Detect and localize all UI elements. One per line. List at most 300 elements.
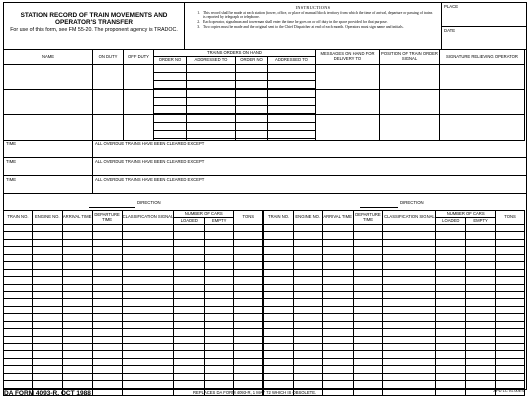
log-cell[interactable] (32, 336, 62, 343)
log-cell[interactable] (383, 247, 436, 254)
log-cell[interactable] (383, 344, 436, 351)
log-cell[interactable] (293, 314, 322, 321)
log-cell[interactable] (205, 284, 234, 291)
log-cell[interactable] (383, 388, 436, 395)
log-cell[interactable] (436, 358, 466, 365)
log-cell[interactable] (62, 277, 92, 284)
log-cell[interactable] (205, 351, 234, 358)
log-cell[interactable] (383, 358, 436, 365)
log-cell[interactable] (62, 321, 92, 328)
log-cell[interactable] (322, 351, 353, 358)
log-cell[interactable] (353, 284, 383, 291)
log-cell[interactable] (436, 336, 466, 343)
log-cell[interactable] (62, 344, 92, 351)
log-cell[interactable] (174, 269, 205, 276)
log-cell[interactable] (353, 239, 383, 246)
log-cell[interactable] (436, 388, 466, 395)
log-cell[interactable] (466, 232, 496, 239)
log-cell[interactable] (263, 358, 293, 365)
transfer-cell[interactable] (4, 90, 93, 115)
log-cell[interactable] (174, 232, 205, 239)
log-cell[interactable] (466, 358, 496, 365)
log-cell[interactable] (466, 299, 496, 306)
log-cell[interactable] (466, 366, 496, 373)
log-cell[interactable] (234, 291, 264, 298)
log-cell[interactable] (122, 239, 174, 246)
log-cell[interactable] (263, 373, 293, 380)
transfer-cell[interactable] (440, 115, 525, 141)
log-cell[interactable] (4, 277, 33, 284)
log-cell[interactable] (496, 239, 525, 246)
transfer-cell[interactable] (154, 65, 187, 90)
log-cell[interactable] (4, 381, 33, 388)
transfer-cell[interactable] (236, 65, 268, 90)
log-cell[interactable] (383, 262, 436, 269)
log-cell[interactable] (383, 306, 436, 313)
log-cell[interactable] (436, 344, 466, 351)
log-cell[interactable] (322, 388, 353, 395)
log-cell[interactable] (234, 277, 264, 284)
time-row[interactable] (4, 158, 526, 176)
log-cell[interactable] (322, 232, 353, 239)
log-cell[interactable] (234, 314, 264, 321)
log-cell[interactable] (174, 306, 205, 313)
log-cell[interactable] (62, 351, 92, 358)
log-cell[interactable] (263, 284, 293, 291)
log-cell[interactable] (92, 262, 122, 269)
log-cell[interactable] (234, 344, 264, 351)
log-cell[interactable] (122, 358, 174, 365)
log-cell[interactable] (92, 225, 122, 232)
log-cell[interactable] (4, 336, 33, 343)
log-cell[interactable] (174, 358, 205, 365)
log-cell[interactable] (436, 329, 466, 336)
transfer-cell[interactable] (236, 90, 268, 115)
log-cell[interactable] (234, 306, 264, 313)
log-cell[interactable] (496, 373, 525, 380)
log-cell[interactable] (92, 381, 122, 388)
log-cell[interactable] (353, 358, 383, 365)
log-cell[interactable] (122, 351, 174, 358)
log-cell[interactable] (263, 381, 293, 388)
log-cell[interactable] (263, 239, 293, 246)
log-cell[interactable] (322, 306, 353, 313)
log-cell[interactable] (263, 247, 293, 254)
log-cell[interactable] (32, 358, 62, 365)
log-cell[interactable] (293, 366, 322, 373)
log-cell[interactable] (353, 299, 383, 306)
log-cell[interactable] (353, 314, 383, 321)
log-cell[interactable] (122, 344, 174, 351)
log-cell[interactable] (174, 321, 205, 328)
log-cell[interactable] (92, 254, 122, 261)
transfer-cell[interactable] (93, 65, 124, 90)
transfer-cell[interactable] (154, 90, 187, 115)
transfer-cell[interactable] (316, 90, 380, 115)
log-cell[interactable] (466, 269, 496, 276)
log-cell[interactable] (92, 284, 122, 291)
log-cell[interactable] (322, 336, 353, 343)
log-cell[interactable] (62, 284, 92, 291)
log-cell[interactable] (32, 291, 62, 298)
date-field[interactable] (442, 27, 526, 50)
log-cell[interactable] (205, 306, 234, 313)
log-cell[interactable] (32, 299, 62, 306)
log-cell[interactable] (436, 314, 466, 321)
log-cell[interactable] (205, 329, 234, 336)
log-cell[interactable] (174, 277, 205, 284)
log-cell[interactable] (383, 269, 436, 276)
log-cell[interactable] (353, 232, 383, 239)
log-cell[interactable] (205, 291, 234, 298)
log-cell[interactable] (466, 344, 496, 351)
log-cell[interactable] (466, 225, 496, 232)
log-cell[interactable] (322, 239, 353, 246)
log-cell[interactable] (293, 247, 322, 254)
transfer-cell[interactable] (124, 90, 154, 115)
log-cell[interactable] (436, 291, 466, 298)
log-cell[interactable] (353, 247, 383, 254)
log-cell[interactable] (122, 247, 174, 254)
log-cell[interactable] (62, 373, 92, 380)
log-cell[interactable] (436, 254, 466, 261)
log-cell[interactable] (205, 225, 234, 232)
log-cell[interactable] (234, 232, 264, 239)
log-cell[interactable] (496, 262, 525, 269)
log-cell[interactable] (293, 351, 322, 358)
log-cell[interactable] (496, 284, 525, 291)
log-cell[interactable] (263, 344, 293, 351)
log-cell[interactable] (466, 351, 496, 358)
log-cell[interactable] (122, 291, 174, 298)
log-cell[interactable] (205, 299, 234, 306)
log-cell[interactable] (293, 284, 322, 291)
log-cell[interactable] (62, 291, 92, 298)
log-cell[interactable] (466, 262, 496, 269)
log-cell[interactable] (293, 329, 322, 336)
log-cell[interactable] (466, 388, 496, 395)
log-cell[interactable] (205, 254, 234, 261)
log-cell[interactable] (496, 232, 525, 239)
log-cell[interactable] (32, 329, 62, 336)
log-cell[interactable] (263, 329, 293, 336)
log-cell[interactable] (32, 284, 62, 291)
log-cell[interactable] (4, 306, 33, 313)
log-cell[interactable] (496, 225, 525, 232)
log-cell[interactable] (122, 306, 174, 313)
log-cell[interactable] (174, 262, 205, 269)
transfer-cell[interactable] (440, 90, 525, 115)
log-cell[interactable] (4, 344, 33, 351)
log-cell[interactable] (466, 336, 496, 343)
log-cell[interactable] (496, 247, 525, 254)
log-cell[interactable] (293, 239, 322, 246)
log-cell[interactable] (353, 366, 383, 373)
log-cell[interactable] (32, 254, 62, 261)
log-cell[interactable] (174, 247, 205, 254)
log-cell[interactable] (62, 358, 92, 365)
log-cell[interactable] (496, 351, 525, 358)
log-cell[interactable] (293, 254, 322, 261)
log-cell[interactable] (496, 269, 525, 276)
log-cell[interactable] (174, 373, 205, 380)
log-cell[interactable] (205, 366, 234, 373)
log-cell[interactable] (436, 366, 466, 373)
log-cell[interactable] (322, 381, 353, 388)
log-cell[interactable] (174, 239, 205, 246)
log-cell[interactable] (383, 291, 436, 298)
transfer-cell[interactable] (236, 115, 268, 141)
log-cell[interactable] (383, 254, 436, 261)
log-cell[interactable] (496, 344, 525, 351)
log-cell[interactable] (322, 262, 353, 269)
log-cell[interactable] (322, 247, 353, 254)
log-cell[interactable] (436, 239, 466, 246)
log-cell[interactable] (122, 388, 174, 395)
log-cell[interactable] (322, 321, 353, 328)
log-cell[interactable] (293, 336, 322, 343)
log-cell[interactable] (122, 225, 174, 232)
log-cell[interactable] (436, 277, 466, 284)
time-row[interactable] (4, 140, 526, 158)
log-cell[interactable] (496, 299, 525, 306)
time-row[interactable] (4, 176, 526, 194)
log-cell[interactable] (92, 314, 122, 321)
log-cell[interactable] (4, 232, 33, 239)
log-cell[interactable] (436, 284, 466, 291)
log-cell[interactable] (32, 306, 62, 313)
transfer-cell[interactable] (124, 115, 154, 141)
log-cell[interactable] (122, 321, 174, 328)
log-cell[interactable] (234, 381, 264, 388)
log-cell[interactable] (436, 351, 466, 358)
log-cell[interactable] (234, 373, 264, 380)
transfer-cell[interactable] (268, 90, 316, 115)
log-cell[interactable] (293, 277, 322, 284)
log-cell[interactable] (92, 329, 122, 336)
log-cell[interactable] (322, 314, 353, 321)
log-cell[interactable] (32, 366, 62, 373)
transfer-cell[interactable] (316, 65, 380, 90)
log-cell[interactable] (436, 381, 466, 388)
log-cell[interactable] (383, 336, 436, 343)
log-cell[interactable] (122, 373, 174, 380)
log-cell[interactable] (496, 381, 525, 388)
log-cell[interactable] (205, 232, 234, 239)
log-cell[interactable] (92, 344, 122, 351)
log-cell[interactable] (92, 336, 122, 343)
log-cell[interactable] (32, 247, 62, 254)
log-cell[interactable] (205, 336, 234, 343)
log-cell[interactable] (234, 284, 264, 291)
log-cell[interactable] (436, 306, 466, 313)
log-cell[interactable] (436, 225, 466, 232)
log-cell[interactable] (122, 269, 174, 276)
transfer-cell[interactable] (380, 65, 440, 90)
transfer-cell[interactable] (93, 90, 124, 115)
log-cell[interactable] (383, 232, 436, 239)
log-cell[interactable] (466, 329, 496, 336)
log-cell[interactable] (466, 239, 496, 246)
log-cell[interactable] (122, 232, 174, 239)
log-cell[interactable] (383, 314, 436, 321)
log-cell[interactable] (383, 225, 436, 232)
log-cell[interactable] (122, 366, 174, 373)
transfer-cell[interactable] (154, 115, 187, 141)
log-cell[interactable] (92, 366, 122, 373)
direction-line-left[interactable] (89, 207, 135, 208)
log-cell[interactable] (322, 373, 353, 380)
log-cell[interactable] (496, 306, 525, 313)
log-cell[interactable] (466, 291, 496, 298)
log-cell[interactable] (293, 306, 322, 313)
transfer-cell[interactable] (316, 115, 380, 141)
log-cell[interactable] (92, 232, 122, 239)
log-cell[interactable] (466, 381, 496, 388)
log-cell[interactable] (32, 314, 62, 321)
log-cell[interactable] (4, 321, 33, 328)
log-cell[interactable] (293, 381, 322, 388)
log-cell[interactable] (205, 344, 234, 351)
log-cell[interactable] (62, 247, 92, 254)
log-cell[interactable] (383, 284, 436, 291)
transfer-cell[interactable] (4, 65, 93, 90)
log-cell[interactable] (122, 284, 174, 291)
log-cell[interactable] (263, 225, 293, 232)
log-cell[interactable] (4, 239, 33, 246)
log-cell[interactable] (496, 366, 525, 373)
direction-line-right[interactable] (360, 207, 398, 208)
log-cell[interactable] (466, 306, 496, 313)
log-cell[interactable] (353, 277, 383, 284)
log-cell[interactable] (353, 262, 383, 269)
log-cell[interactable] (4, 262, 33, 269)
log-cell[interactable] (322, 329, 353, 336)
log-cell[interactable] (322, 366, 353, 373)
transfer-cell[interactable] (4, 115, 93, 141)
log-cell[interactable] (293, 291, 322, 298)
log-cell[interactable] (62, 232, 92, 239)
log-cell[interactable] (383, 351, 436, 358)
log-cell[interactable] (383, 299, 436, 306)
log-cell[interactable] (4, 247, 33, 254)
log-cell[interactable] (436, 299, 466, 306)
log-cell[interactable] (174, 314, 205, 321)
log-cell[interactable] (263, 254, 293, 261)
log-cell[interactable] (205, 358, 234, 365)
log-cell[interactable] (353, 388, 383, 395)
log-cell[interactable] (322, 284, 353, 291)
log-cell[interactable] (174, 225, 205, 232)
transfer-cell[interactable] (187, 115, 236, 141)
transfer-cell[interactable] (380, 115, 440, 141)
log-cell[interactable] (174, 351, 205, 358)
log-cell[interactable] (496, 254, 525, 261)
log-cell[interactable] (234, 336, 264, 343)
log-cell[interactable] (466, 314, 496, 321)
log-cell[interactable] (32, 277, 62, 284)
log-cell[interactable] (263, 232, 293, 239)
log-cell[interactable] (383, 329, 436, 336)
log-cell[interactable] (353, 373, 383, 380)
transfer-cell[interactable] (268, 115, 316, 141)
log-cell[interactable] (436, 232, 466, 239)
log-cell[interactable] (322, 277, 353, 284)
log-cell[interactable] (353, 225, 383, 232)
log-cell[interactable] (62, 262, 92, 269)
log-cell[interactable] (234, 262, 264, 269)
log-cell[interactable] (263, 269, 293, 276)
log-cell[interactable] (32, 351, 62, 358)
log-cell[interactable] (293, 225, 322, 232)
log-cell[interactable] (92, 239, 122, 246)
log-cell[interactable] (234, 358, 264, 365)
log-cell[interactable] (466, 254, 496, 261)
log-cell[interactable] (263, 366, 293, 373)
log-cell[interactable] (263, 262, 293, 269)
log-cell[interactable] (174, 284, 205, 291)
log-cell[interactable] (4, 314, 33, 321)
log-cell[interactable] (353, 381, 383, 388)
log-cell[interactable] (62, 225, 92, 232)
log-cell[interactable] (263, 291, 293, 298)
log-cell[interactable] (263, 277, 293, 284)
log-cell[interactable] (466, 277, 496, 284)
log-cell[interactable] (174, 254, 205, 261)
log-cell[interactable] (174, 329, 205, 336)
log-cell[interactable] (122, 336, 174, 343)
transfer-cell[interactable] (440, 65, 525, 90)
log-cell[interactable] (4, 254, 33, 261)
log-cell[interactable] (92, 321, 122, 328)
log-cell[interactable] (466, 247, 496, 254)
log-cell[interactable] (92, 373, 122, 380)
log-cell[interactable] (293, 344, 322, 351)
log-cell[interactable] (496, 314, 525, 321)
log-cell[interactable] (263, 299, 293, 306)
log-cell[interactable] (353, 321, 383, 328)
log-cell[interactable] (263, 314, 293, 321)
log-cell[interactable] (496, 336, 525, 343)
log-cell[interactable] (62, 366, 92, 373)
log-cell[interactable] (92, 291, 122, 298)
transfer-cell[interactable] (93, 115, 124, 141)
log-cell[interactable] (4, 366, 33, 373)
transfer-cell[interactable] (268, 65, 316, 90)
log-cell[interactable] (4, 373, 33, 380)
log-cell[interactable] (293, 269, 322, 276)
log-cell[interactable] (293, 232, 322, 239)
log-cell[interactable] (122, 314, 174, 321)
transfer-cell[interactable] (380, 90, 440, 115)
log-cell[interactable] (293, 299, 322, 306)
log-cell[interactable] (62, 269, 92, 276)
log-cell[interactable] (234, 329, 264, 336)
log-cell[interactable] (353, 254, 383, 261)
log-cell[interactable] (466, 284, 496, 291)
log-cell[interactable] (205, 321, 234, 328)
log-cell[interactable] (122, 299, 174, 306)
log-cell[interactable] (32, 225, 62, 232)
log-cell[interactable] (205, 314, 234, 321)
log-cell[interactable] (353, 291, 383, 298)
log-cell[interactable] (122, 254, 174, 261)
log-cell[interactable] (92, 247, 122, 254)
log-cell[interactable] (32, 381, 62, 388)
log-cell[interactable] (263, 336, 293, 343)
log-cell[interactable] (436, 373, 466, 380)
log-cell[interactable] (4, 358, 33, 365)
